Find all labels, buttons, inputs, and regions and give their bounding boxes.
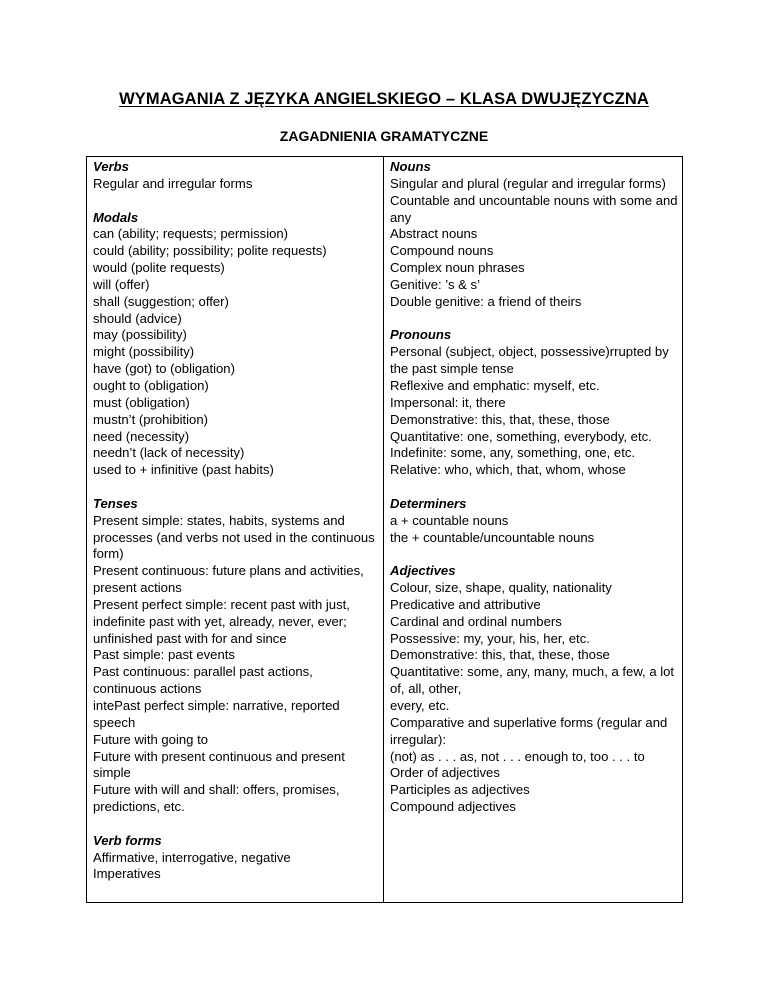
section-heading: Tenses <box>93 495 138 511</box>
section-line: (not) as . . . as, not . . . enough to, too . . . to <box>390 748 645 764</box>
section-line: should (advice) <box>93 310 182 326</box>
section-line: Future with present continuous and present simple <box>93 748 345 781</box>
grammar-section <box>93 833 379 884</box>
section-line: Order of adjectives <box>390 765 500 781</box>
section-line: used to + infinitive (past habits) <box>93 462 274 478</box>
section-line: Present simple: states, habits, systems and processes (and verbs not used in the continuous form) <box>93 512 375 562</box>
section-line: Complex noun phrases <box>390 260 525 276</box>
section-heading: Modals <box>93 209 139 225</box>
section-line: the + countable/uncountable nouns <box>390 529 595 545</box>
section-line: Present continuous: future plans and activities, present actions <box>93 563 364 596</box>
section-line: needn’t (lack of necessity) <box>93 445 245 461</box>
grammar-section <box>93 210 379 480</box>
section-line: Past simple: past events <box>93 647 235 663</box>
section-line: Double genitive: a friend of theirs <box>390 293 582 309</box>
section-line: may (possibility) <box>93 327 187 343</box>
section-line: Personal (subject, object, possessive)rrupted by the past simple tense <box>390 344 669 377</box>
section-line: can (ability; requests; permission) <box>93 226 289 242</box>
section-line: Imperatives <box>93 866 161 882</box>
section-line: every, etc. <box>390 698 450 713</box>
section-line: Colour, size, shape, quality, nationality <box>390 580 612 596</box>
section-line: Impersonal: it, there <box>390 394 506 410</box>
page-subtitle: ZAGADNIENIA GRAMATYCZNE <box>279 128 489 144</box>
section-line: Singular and plural (regular and irregular forms) <box>390 175 666 191</box>
section-heading: Determiners <box>390 495 467 511</box>
section-line: Relative: who, which, that, whom, whose <box>390 462 626 478</box>
section-line: Quantitative: some, any, many, much, a few, a lot of, all, other, <box>390 664 675 697</box>
page-title: WYMAGANIA Z JĘZYKA ANGIELSKIEGO – KLASA DWUJĘZYCZNA <box>119 90 649 108</box>
section-line: Compound nouns <box>390 243 494 259</box>
section-heading: Adjectives <box>390 563 456 579</box>
section-line: will (offer) <box>93 276 150 292</box>
section-line: might (possibility) <box>93 344 195 360</box>
section-line: must (obligation) <box>93 394 190 410</box>
grammar-section <box>93 496 379 816</box>
section-line: Reflexive and emphatic: myself, etc. <box>390 377 600 393</box>
section-line: would (polite requests) <box>93 260 225 276</box>
section-line: Participles as adjectives <box>390 782 530 798</box>
section-heading: Verbs <box>93 159 129 174</box>
section-heading: Nouns <box>390 159 431 174</box>
grammar-section <box>390 563 678 816</box>
section-line: Comparative and superlative forms (regular and irregular): <box>390 714 668 747</box>
section-line: need (necessity) <box>93 428 190 444</box>
left-column <box>87 157 384 902</box>
section-line: ought to (obligation) <box>93 377 209 393</box>
section-line: a + countable nouns <box>390 512 509 528</box>
right-column <box>384 157 682 902</box>
section-line: Predicative and attributive <box>390 596 541 612</box>
section-line: could (ability; possibility; polite requests) <box>93 243 327 259</box>
grammar-table <box>86 156 683 903</box>
section-line: Regular and irregular forms <box>93 175 253 191</box>
section-line: intePast perfect simple: narrative, reported speech <box>93 698 340 730</box>
section-line: Quantitative: one, something, everybody, etc. <box>390 428 652 444</box>
grammar-section <box>93 159 379 193</box>
section-line: have (got) to (obligation) <box>93 361 235 377</box>
section-line: Compound adjectives <box>390 799 516 815</box>
section-line: Cardinal and ordinal numbers <box>390 613 562 629</box>
section-line: Genitive: ’s & s’ <box>390 276 480 292</box>
grammar-section <box>390 159 678 311</box>
section-line: Past continuous: parallel past actions, continuous actions <box>93 664 313 697</box>
section-line: Demonstrative: this, that, these, those <box>390 411 610 427</box>
section-line: Present perfect simple: recent past with just, indefinite past with yet, already, never, ever; unfinished past with for and since <box>93 596 350 646</box>
section-heading: Verb forms <box>93 832 162 848</box>
section-line: Affirmative, interrogative, negative <box>93 849 291 865</box>
section-line: Abstract nouns <box>390 226 478 242</box>
grammar-section <box>390 496 678 547</box>
grammar-section <box>390 327 678 479</box>
section-line: Indefinite: some, any, something, one, etc. <box>390 445 636 461</box>
section-line: Countable and uncountable nouns with some and any <box>390 192 678 225</box>
section-line: Future with going to <box>93 731 208 747</box>
section-line: mustn’t (prohibition) <box>93 411 208 427</box>
section-line: Future with will and shall: offers, promises, predictions, etc. <box>93 782 340 815</box>
section-line: Possessive: my, your, his, her, etc. <box>390 630 590 646</box>
section-line: shall (suggestion; offer) <box>93 293 229 309</box>
section-line: Demonstrative: this, that, these, those <box>390 647 610 663</box>
section-heading: Pronouns <box>390 327 452 343</box>
